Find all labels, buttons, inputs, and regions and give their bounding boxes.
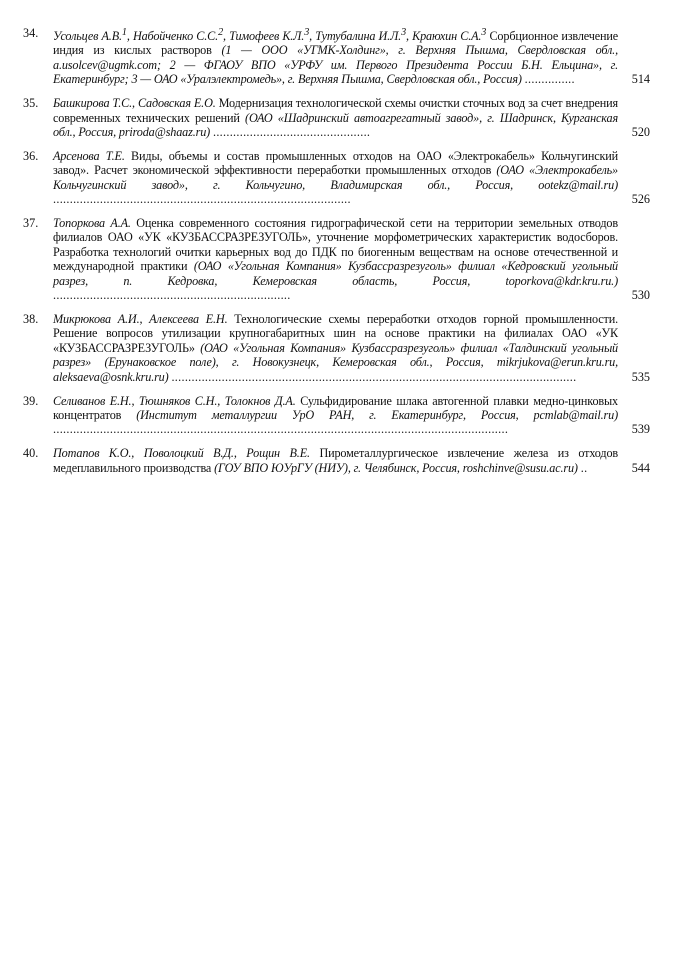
entry-number: 40. xyxy=(23,446,39,461)
toc-entry xyxy=(0,26,679,87)
entry-number: 36. xyxy=(23,148,39,163)
table-of-contents xyxy=(0,26,679,485)
entry-affiliation: (ОАО «Шадринский автоагрегатный завод», г. Шадринск, Курганская обл., Россия, priroda@shaaz.ru) xyxy=(53,110,618,139)
entry-page-number: 526 xyxy=(631,192,650,207)
entry-title: Виды, объемы и состав промышленных отходов на ОАО «Электрокабель» Кольчугинский завод». Расчет экономической эффективности переработки промышленных отходов xyxy=(53,148,618,178)
entry-text xyxy=(53,312,618,384)
leader-dots: ....................................................................... xyxy=(53,288,291,303)
leader-dots: ............................................... xyxy=(212,125,371,139)
entry-affiliation: (ГОУ ВПО ЮУрГУ (НИУ), г. Челябинск, Россия, roshchinve@susu.ac.ru) xyxy=(214,460,578,475)
entry-title: Сульфидирование шлака автогенной плавки медно-цинковых концентратов xyxy=(53,393,618,422)
toc-entry xyxy=(0,149,679,207)
toc-entry xyxy=(0,312,679,384)
entry-text xyxy=(53,446,618,475)
leader-dots: ............... xyxy=(524,72,575,87)
entry-affiliation: (1 — ООО «УГМК-Холдинг», г. Верхняя Пышма, Свердловская обл., a.usolcev@ugmk.com; 2 — ФГАОУ ВПО «УРФУ им. Первого Президента России Б.Н. Ельцина», г. Екатеринбург; 3 — ОАО «Уралэлектромедь», г. Верхняя Пышма, Свердловская обл., Россия) xyxy=(53,43,618,87)
entry-text xyxy=(53,394,618,437)
entry-affiliation: (ОАО «Электрокабель» Кольчугинский завод», г. Кольчугино, Владимирская обл., Россия, ootekz@mail.ru) xyxy=(53,163,618,192)
entry-authors: Селиванов Е.Н., Тюшняков С.Н., Толокнов Д.А. xyxy=(53,393,296,408)
entry-authors: Усольцев А.В.$^1$, Набойченко С.С.$^2$, Тимофеев К.Л.$^3$, Тутубалина И.Л.$^3$, Краюхин С.А.$^3$ xyxy=(53,27,487,44)
entry-authors: Потапов К.О., Поволоцкий В.Д., Рощин В.Е. xyxy=(53,446,310,461)
leader-dots: ........................................................................................................................................ xyxy=(53,422,509,437)
entry-text xyxy=(53,216,618,302)
entry-number: 35. xyxy=(23,96,39,111)
entry-number: 39. xyxy=(23,393,39,408)
entry-title: Модернизация технологической схемы очистки сточных вод за счет внедрения современных технических решений xyxy=(53,96,618,125)
entry-authors: Микрюкова А.И., Алексеева Е.Н. xyxy=(53,311,228,326)
entry-number: 37. xyxy=(23,216,39,231)
entry-page-number: 539 xyxy=(631,422,650,437)
entry-page-number: 514 xyxy=(631,72,650,87)
entry-title: Технологические схемы переработки отходов горной промышленности. Решение вопросов утилизации крупногабаритных шин на основе практики на филиалах ОАО «УК «КУЗБАССРАЗРЕЗУГОЛЬ» xyxy=(53,311,618,355)
entry-number: 38. xyxy=(23,311,39,326)
leader-dots: .. xyxy=(580,460,588,475)
entry-text xyxy=(53,149,618,207)
toc-entry xyxy=(0,96,679,139)
entry-page-number: 544 xyxy=(631,460,650,475)
entry-page-number: 535 xyxy=(631,369,650,384)
toc-entry xyxy=(0,446,679,475)
entry-title: Сорбционное извлечение индия из кислых растворов xyxy=(53,29,618,58)
toc-entry xyxy=(0,216,679,302)
entry-page-number: 520 xyxy=(631,125,650,139)
entry-authors: Арсенова Т.Е. xyxy=(53,148,125,163)
entry-affiliation: (ОАО «Угольная Компания» Кузбассразрезуголь» филиал «Талдинский угольный разрез» (Ерунаковское поле), г. Новокузнецк, Кемеровская обл., Россия, mikrjukova@erun.kru.ru, aleksaeva@osnk.kru.ru) xyxy=(53,340,618,384)
entry-authors: Топоркова А.А. xyxy=(53,216,131,231)
entry-text xyxy=(53,26,618,87)
entry-page-number: 530 xyxy=(631,288,650,303)
entry-affiliation: (Институт металлургии УрО РАН, г. Екатеринбург, Россия, pcmlab@mail.ru) xyxy=(136,407,619,422)
entry-title: Оценка современного состояния гидрографической сети на территории земельных отводов филиалов ОАО «УК «КУЗБАССРАЗРЕЗУГОЛЬ», уточнение морфометрических характеристик водосборов. Разработка технологий очитки карьерных вод до ПДК по биогенным веществам на основе отечественной и международной практики xyxy=(53,216,618,274)
toc-entry xyxy=(0,394,679,437)
entry-number: 34. xyxy=(23,26,39,40)
entry-affiliation: (ОАО «Угольная Компания» Кузбассразрезуголь» филиал «Кедровский угольный разрез, п. Кедровка, Кемеровская область, Россия, toporkova@kdr.kru.ru.) xyxy=(53,259,619,288)
entry-text xyxy=(53,96,618,139)
leader-dots: ......................................................................................... xyxy=(53,192,351,207)
leader-dots: ......................................................................................................................... xyxy=(171,369,577,384)
entry-authors: Башкирова Т.С., Садовская Е.О. xyxy=(53,96,216,111)
entry-title: Пирометаллургическое извлечение железа из отходов медеплавильного производства xyxy=(53,446,618,475)
